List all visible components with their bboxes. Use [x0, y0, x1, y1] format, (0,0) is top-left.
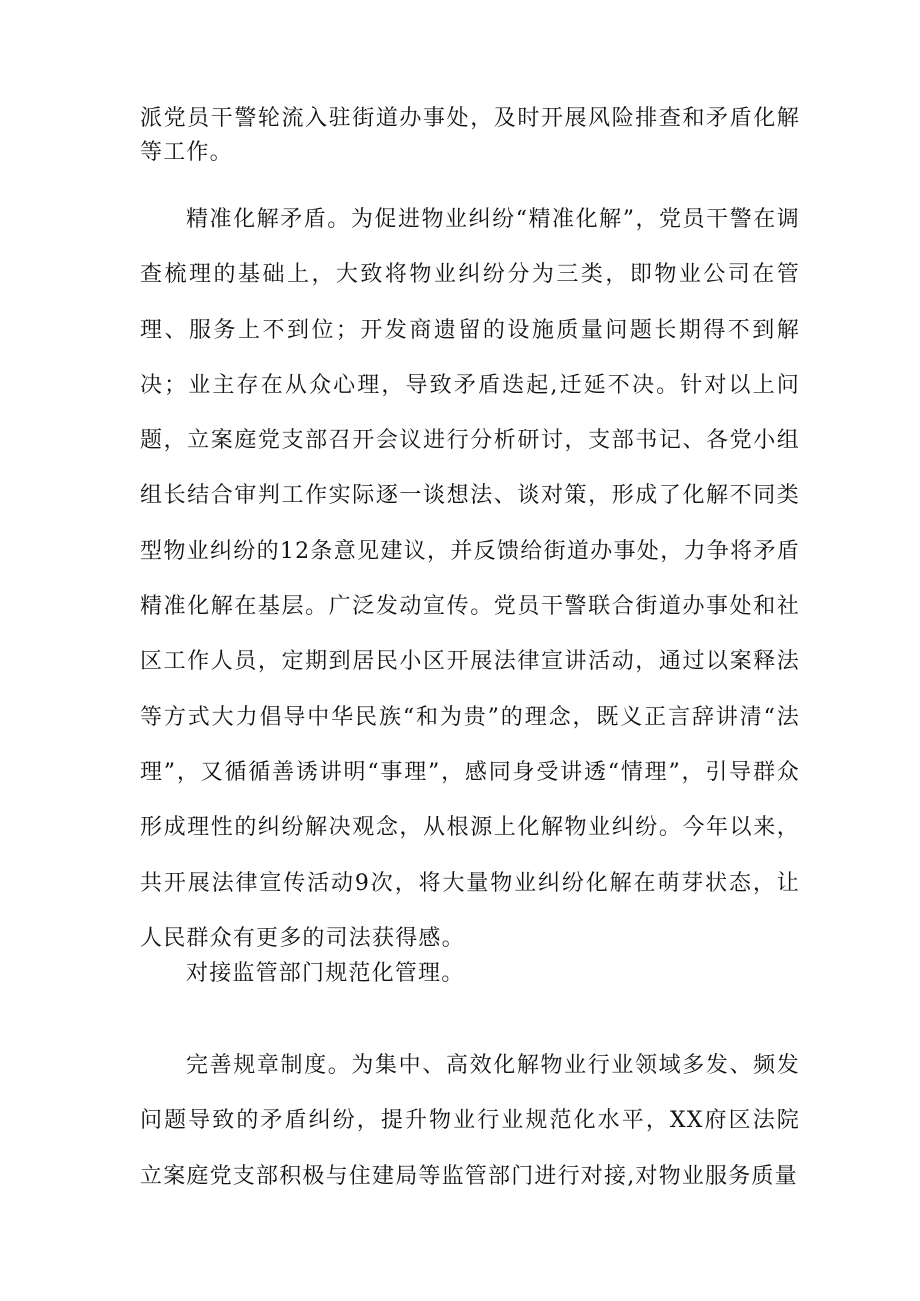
paragraph-improve-rules: 完善规章制度。为集中、高效化解物业行业领域多发、频发问题导致的矛盾纠纷，提升物业行业规范化水平，XX府区法院立案庭党支部积极与住建局等监管部门进行对接,对物业服务质量 — [140, 1053, 800, 1189]
paragraph-continuation: 派党员干警轮流入驻街道办事处，及时开展风险排查和矛盾化解等工作。 — [140, 106, 800, 165]
section-heading-regulatory-docking: 对接监管部门规范化管理。 — [186, 961, 465, 986]
paragraph-precise-resolution: 精准化解矛盾。为促进物业纠纷“精准化解”，党员干警在调查梳理的基础上，大致将物业纠纷分为三类，即物业公司在管理、服务上不到位；开发商遗留的设施质量问题长期得不到解决；业主存在从众心理，导致矛盾迭起,迁延不决。针对以上问题，立案庭党支部召开会议进行分析研讨，支部书记、各党小组组长结合审判工作实际逐一谈想法、谈对策，形成了化解不同类型物业纠纷的12条意见建议，并反馈给街道办事处，力争将矛盾精准化解在基层。广泛发动宣传。党员干警联合街道办事处和社区工作人员，定期到居民小区开展法律宣讲活动，通过以案释法等方式大力倡导中华民族“和为贵”的理念，既义正言辞讲清“法理”，又循循善诱讲明“事理”，感同身受讲透“情理”，引导群众形成理性的纠纷解决观念，从根源上化解物业纠纷。今年以来，共开展法律宣传活动9次，将大量物业纠纷化解在萌芽状态，让人民群众有更多的司法获得感。 — [140, 207, 800, 951]
